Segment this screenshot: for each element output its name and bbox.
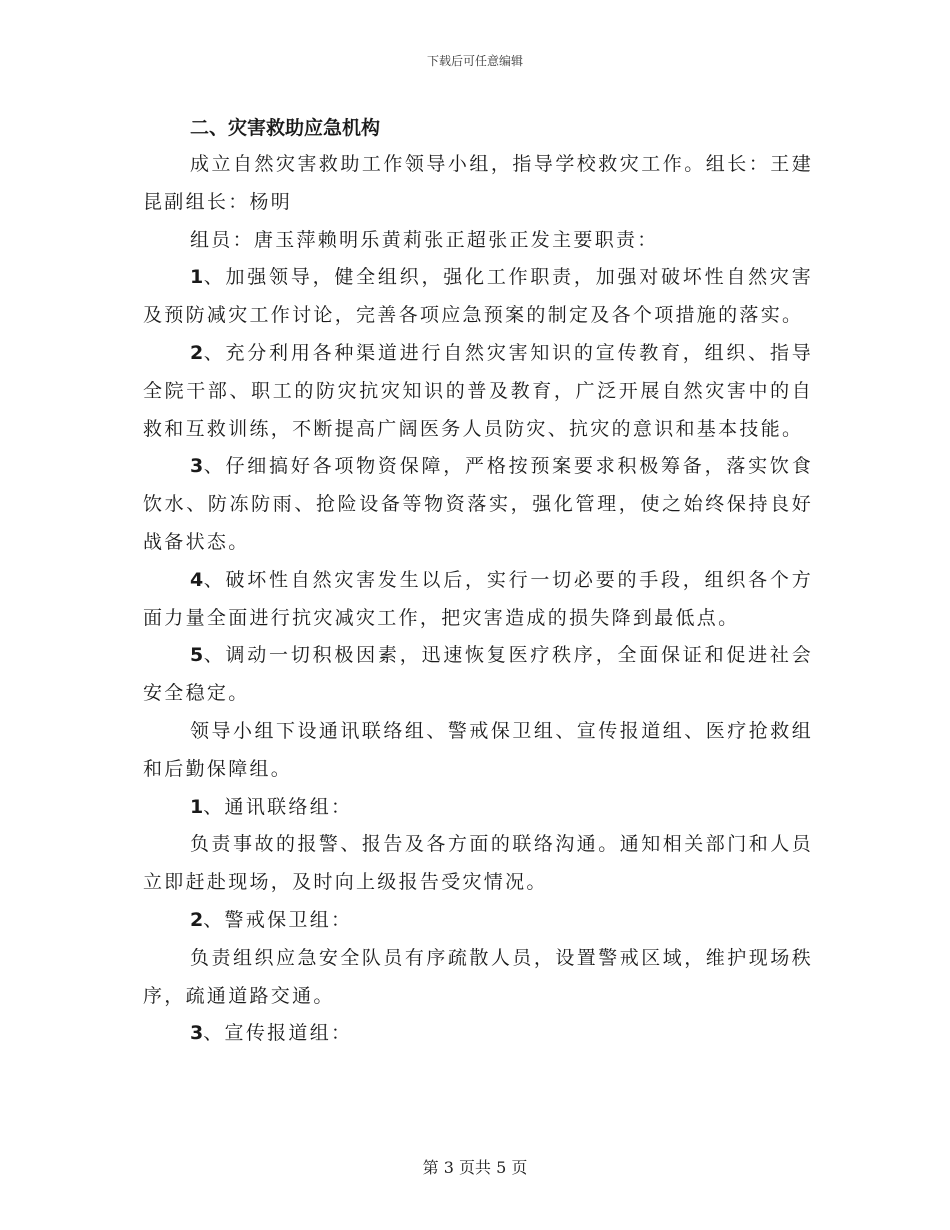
paragraph-text: 负责事故的报警、报告及各方面的联络沟通。通知相关部门和人员立即赶赴现场，及时向上级报告受灾情况。 [143, 833, 813, 894]
paragraph-text: 、警戒保卫组： [203, 908, 353, 931]
paragraph [143, 1015, 813, 1053]
item-number: 1 [190, 795, 204, 818]
paragraph [143, 562, 813, 638]
paragraph [143, 789, 813, 827]
paragraph [143, 146, 813, 222]
paragraph-text: 、充分利用各种渠道进行自然灾害知识的宣传教育，组织、指导全院干部、职工的防灾抗灾知识的普及教育，广泛开展自然灾害中的自救和互救训练，不断提高广阔医务人员防灾、抗灾的意识和基本技能。 [143, 341, 813, 440]
item-number: 3 [190, 455, 204, 478]
item-number: 2 [190, 908, 204, 931]
paragraph [143, 448, 813, 561]
paragraph-list [143, 146, 813, 1053]
paragraph-text: 负责组织应急安全队员有序疏散人员，设置警戒区域，维护现场秩序，疏通道路交通。 [143, 946, 813, 1007]
item-number: 3 [190, 1022, 204, 1045]
paragraph [143, 637, 813, 713]
item-number: 2 [190, 341, 204, 364]
paragraph-text: 、调动一切积极因素，迅速恢复医疗秩序，全面保证和促进社会安全稳定。 [143, 644, 813, 705]
item-number: 5 [190, 644, 204, 667]
paragraph-text: 组员：唐玉萍赖明乐黄莉张正超张正发主要职责： [190, 228, 659, 251]
paragraph-text: 、通讯联络组： [203, 795, 353, 818]
paragraph [143, 222, 813, 260]
item-number: 1 [190, 266, 204, 289]
page-header: 下载后可任意编辑 [426, 54, 523, 68]
paragraph [143, 902, 813, 940]
paragraph-text: 、仔细搞好各项物资保障，严格按预案要求积极筹备，落实饮食饮水、防冻防雨、抢险设备等物资落实，强化管理，使之始终保持良好战备状态。 [143, 455, 813, 553]
page-footer: 第 3 页共 5 页 [422, 1158, 528, 1177]
paragraph [143, 713, 813, 789]
paragraph [143, 335, 813, 448]
paragraph-text: 、加强领导，健全组织，强化工作职责，加强对破坏性自然灾害及预防减灾工作讨论，完善各项应急预案的制定及各个项措施的落实。 [143, 266, 813, 327]
paragraph [143, 259, 813, 335]
paragraph-text: 、破坏性自然灾害发生以后，实行一切必要的手段，组织各个方面力量全面进行抗灾减灾工作，把灾害造成的损失降到最低点。 [143, 568, 813, 629]
item-number: 4 [190, 568, 204, 591]
paragraph-text: 成立自然灾害救助工作领导小组，指导学校救灾工作。组长：王建昆副组长：杨明 [143, 153, 813, 213]
paragraph [143, 826, 813, 902]
paragraph-text: 、宣传报道组： [203, 1022, 353, 1045]
paragraph-text: 领导小组下设通讯联络组、警戒保卫组、宣传报道组、医疗抢救组和后勤保障组。 [143, 719, 813, 780]
document-body [143, 110, 813, 1053]
paragraph [143, 940, 813, 1016]
section-heading: 二、灾害救助应急机构 [190, 117, 381, 139]
